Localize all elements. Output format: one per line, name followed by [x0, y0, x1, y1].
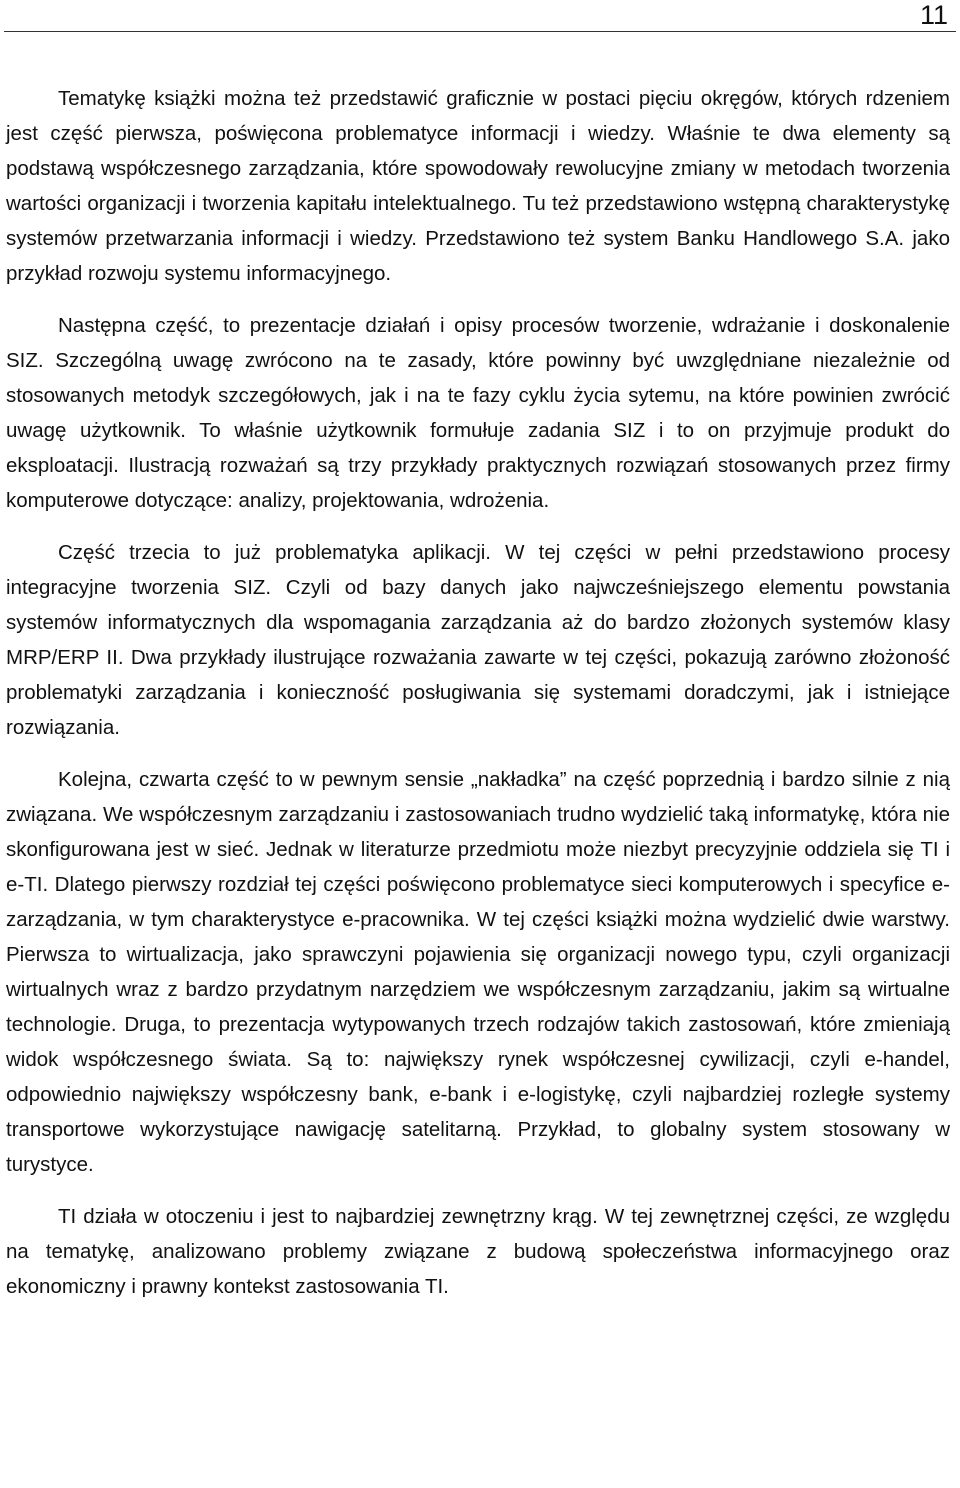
page-number: 11 [919, 0, 948, 30]
header-rule [4, 31, 956, 32]
paragraph-4: Kolejna, czwarta część to w pewnym sensie „nakładka” na część poprzednią i bardzo silnie z nią związana. We współczesnym zarządzaniu i zastosowaniach trudno wydzielić taką informatykę, która nie skonfigurowana jest w sieć. Jednak w literaturze przedmiotu może niezbyt precyzyjnie oddziela się TI i e-TI. Dlatego pierwszy rozdział tej części poświęcono problematyce sieci komputerowych i specyfice e-zarządzania, w tym charakterystyce e-pracownika. W tej części książki można wydzielić dwie warstwy. Pierwsza to wirtualizacja, jako sprawczyni pojawienia się organizacji nowego typu, czyli organizacji wirtualnych wraz z bardzo przydatnym narzędziem we współczesnym zarządzaniu, jakim są wirtualne technologie. Druga, to prezentacja wytypowanych trzech rodzajów takich zastosowań, które zmieniają widok współczesnego świata. Są to: największy rynek współczesnej cywilizacji, czyli e-handel, odpowiednio największy współczesny bank, e-bank i e-logistykę, czyli najbardziej rozległe systemy transportowe wykorzystujące nawigację satelitarną. Przykład, to globalny system stosowany w turystyce. [6, 768, 950, 1176]
document-body [6, 81, 950, 1321]
paragraph-3: Część trzecia to już problematyka aplikacji. W tej części w pełni przedstawiono procesy integracyjne tworzenia SIZ. Czyli od bazy danych jako najwcześniejszego elementu powstania systemów informatycznych dla wspomagania zarządzania aż do bardzo złożonych systemów klasy MRP/ERP II. Dwa przykłady ilustrujące rozważania zawarte w tej części, pokazują zarówno złożoność problematyki zarządzania i konieczność posługiwania się systemami doradczymi, jak i istniejące rozwiązania. [6, 541, 950, 739]
paragraph-5: TI działa w otoczeniu i jest to najbardziej zewnętrzny krąg. W tej zewnętrznej części, ze względu na tematykę, analizowano problemy związane z budową społeczeństwa informacyjnego oraz ekonomiczny i prawny kontekst zastosowania TI. [6, 1205, 950, 1298]
paragraph-1: Tematykę książki można też przedstawić graficznie w postaci pięciu okręgów, których rdzeniem jest część pierwsza, poświęcona problematyce informacji i wiedzy. Właśnie te dwa elementy są podstawą współczesnego zarządzania, które spowodowały rewolucyjne zmiany w metodach tworzenia wartości organizacji i tworzenia kapitału intelektualnego. Tu też przedstawiono wstępną charakterystykę systemów przetwarzania informacji i wiedzy. Przedstawiono też system Banku Handlowego S.A. jako przykład rozwoju systemu informacyjnego. [6, 87, 950, 285]
paragraph-2: Następna część, to prezentacje działań i opisy procesów tworzenie, wdrażanie i doskonalenie SIZ. Szczególną uwagę zwrócono na te zasady, które powinny być uwzględniane niezależnie od stosowanych metodyk szczegółowych, jak i na te fazy cyklu życia sytemu, na które powinien zwrócić uwagę użytkownik. To właśnie użytkownik formułuje zadania SIZ i to on przyjmuje produkt do eksploatacji. Ilustracją rozważań są trzy przykłady praktycznych rozwiązań stosowanych przez firmy komputerowe dotyczące: analizy, projektowania, wdrożenia. [6, 314, 950, 512]
